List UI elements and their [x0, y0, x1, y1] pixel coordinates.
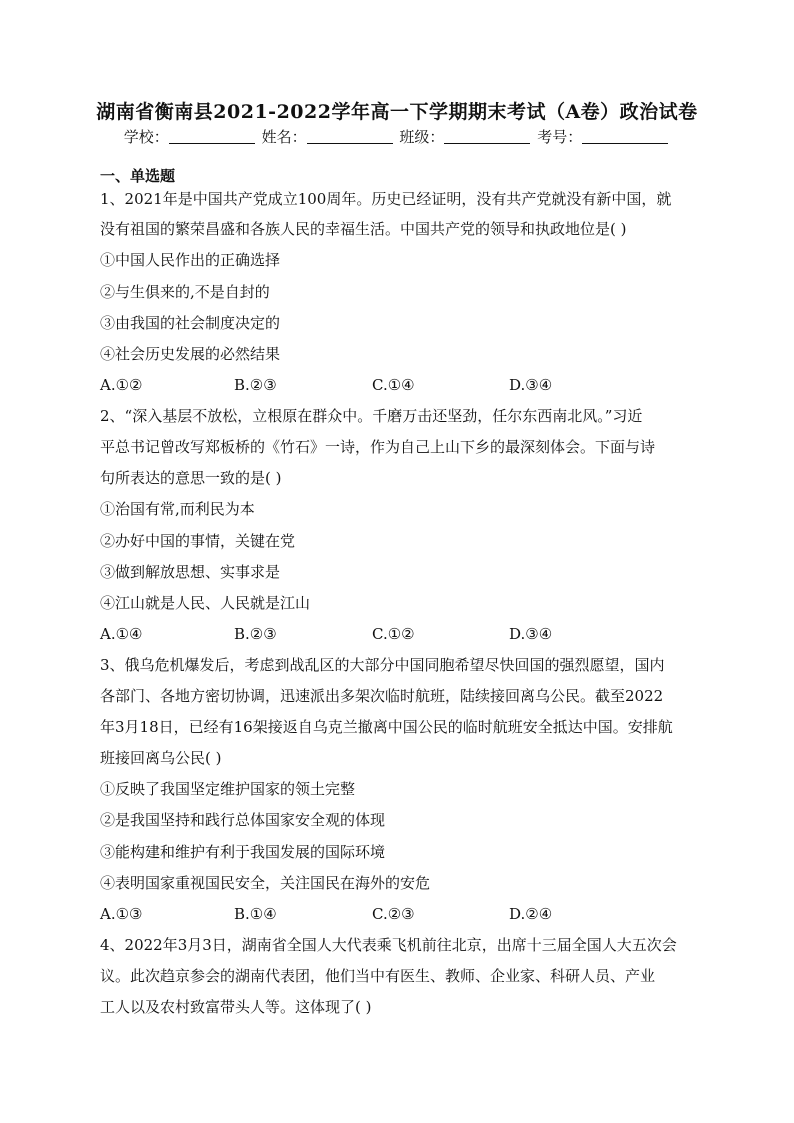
- question-3-stem-line: 班接回离乌公民( ): [100, 749, 222, 767]
- exam-number-label: 考号：: [537, 128, 583, 146]
- question-4-stem-line: 4、2022年3月3日，湖南省全国人大代表乘飞机前往北京，出席十三届全国人大五次会: [100, 936, 677, 954]
- question-4-stem-line: 工人以及农村致富带头人等。这体现了( ): [100, 998, 372, 1016]
- school-blank[interactable]: [169, 129, 255, 144]
- question-3-option-c[interactable]: C.②③: [372, 905, 415, 923]
- question-3-statement: ①反映了我国坚定维护国家的领土完整: [100, 780, 356, 798]
- name-label: 姓名：: [261, 128, 307, 146]
- question-2-option-c[interactable]: C.①②: [372, 625, 415, 643]
- question-3-stem-line: 各部门、各地方密切协调，迅速派出多架次临时航班，陆续接回离乌公民。截至2022: [100, 687, 664, 705]
- question-1-option-c[interactable]: C.①④: [372, 376, 415, 394]
- question-1-statement: ③由我国的社会制度决定的: [100, 314, 281, 332]
- question-2-statement: ③做到解放思想、实事求是: [100, 563, 281, 581]
- question-3-statement: ②是我国坚持和践行总体国家安全观的体现: [100, 811, 386, 829]
- question-1-statement: ④社会历史发展的必然结果: [100, 345, 281, 363]
- section-title: 一、单选题: [100, 167, 176, 185]
- question-2-statement: ④江山就是人民、人民就是江山: [100, 594, 311, 612]
- question-3-statement: ④表明国家重视国民安全，关注国民在海外的安危: [100, 874, 431, 892]
- class-label: 班级：: [399, 128, 445, 146]
- question-1-statement: ②与生俱来的,不是自封的: [100, 283, 270, 301]
- question-3-stem-line: 3、俄乌危机爆发后，考虑到战乱区的大部分中国同胞希望尽快回国的强烈愿望，国内: [100, 656, 665, 674]
- question-2-statement: ②办好中国的事情，关键在党: [100, 532, 296, 550]
- exam-title: 湖南省衡南县2021-2022学年高一下学期期末考试（A卷）政治试卷: [96, 101, 698, 123]
- question-1-stem-line: 1、2021年是中国共产党成立100周年。历史已经证明，没有共产党就没有新中国，就: [100, 190, 672, 208]
- question-2-option-d[interactable]: D.③④: [509, 625, 553, 643]
- question-2-option-b[interactable]: B.②③: [234, 625, 277, 643]
- question-3-stem-line: 年3月18日，已经有16架接返自乌克兰撤离中国公民的临时航班安全抵达中国。安排航: [100, 718, 673, 736]
- student-info-row: [0, 126, 794, 147]
- question-3-statement: ③能构建和维护有利于我国发展的国际环境: [100, 843, 386, 861]
- question-1-stem-line: 没有祖国的繁荣昌盛和各族人民的幸福生活。中国共产党的领导和执政地位是( ): [100, 220, 627, 238]
- exam-number-blank[interactable]: [582, 129, 668, 144]
- question-2-stem-line: 平总书记曾改写郑板桥的《竹石》一诗，作为自己上山下乡的最深刻体会。下面与诗: [100, 438, 656, 456]
- question-2-stem-line: 句所表达的意思一致的是( ): [100, 469, 282, 487]
- question-3-option-d[interactable]: D.②④: [509, 905, 553, 923]
- school-label: 学校：: [123, 128, 169, 146]
- question-1-option-d[interactable]: D.③④: [509, 376, 553, 394]
- question-3-option-a[interactable]: A.①③: [100, 905, 143, 923]
- question-2-statement: ①治国有常,而利民为本: [100, 500, 255, 518]
- question-1-option-a[interactable]: A.①②: [100, 376, 143, 394]
- question-2-option-a[interactable]: A.①④: [100, 625, 143, 643]
- question-2-stem-line: 2、“深入基层不放松，立根原在群众中。千磨万击还坚劲，任尔东西南北风。”习近: [100, 407, 643, 425]
- name-blank[interactable]: [307, 129, 393, 144]
- question-1-statement: ①中国人民作出的正确选择: [100, 251, 281, 269]
- question-4-stem-line: 议。此次趋京参会的湖南代表团，他们当中有医生、教师、企业家、科研人员、产业: [100, 967, 656, 985]
- class-blank[interactable]: [444, 129, 530, 144]
- question-1-option-b[interactable]: B.②③: [234, 376, 277, 394]
- question-3-option-b[interactable]: B.①④: [234, 905, 277, 923]
